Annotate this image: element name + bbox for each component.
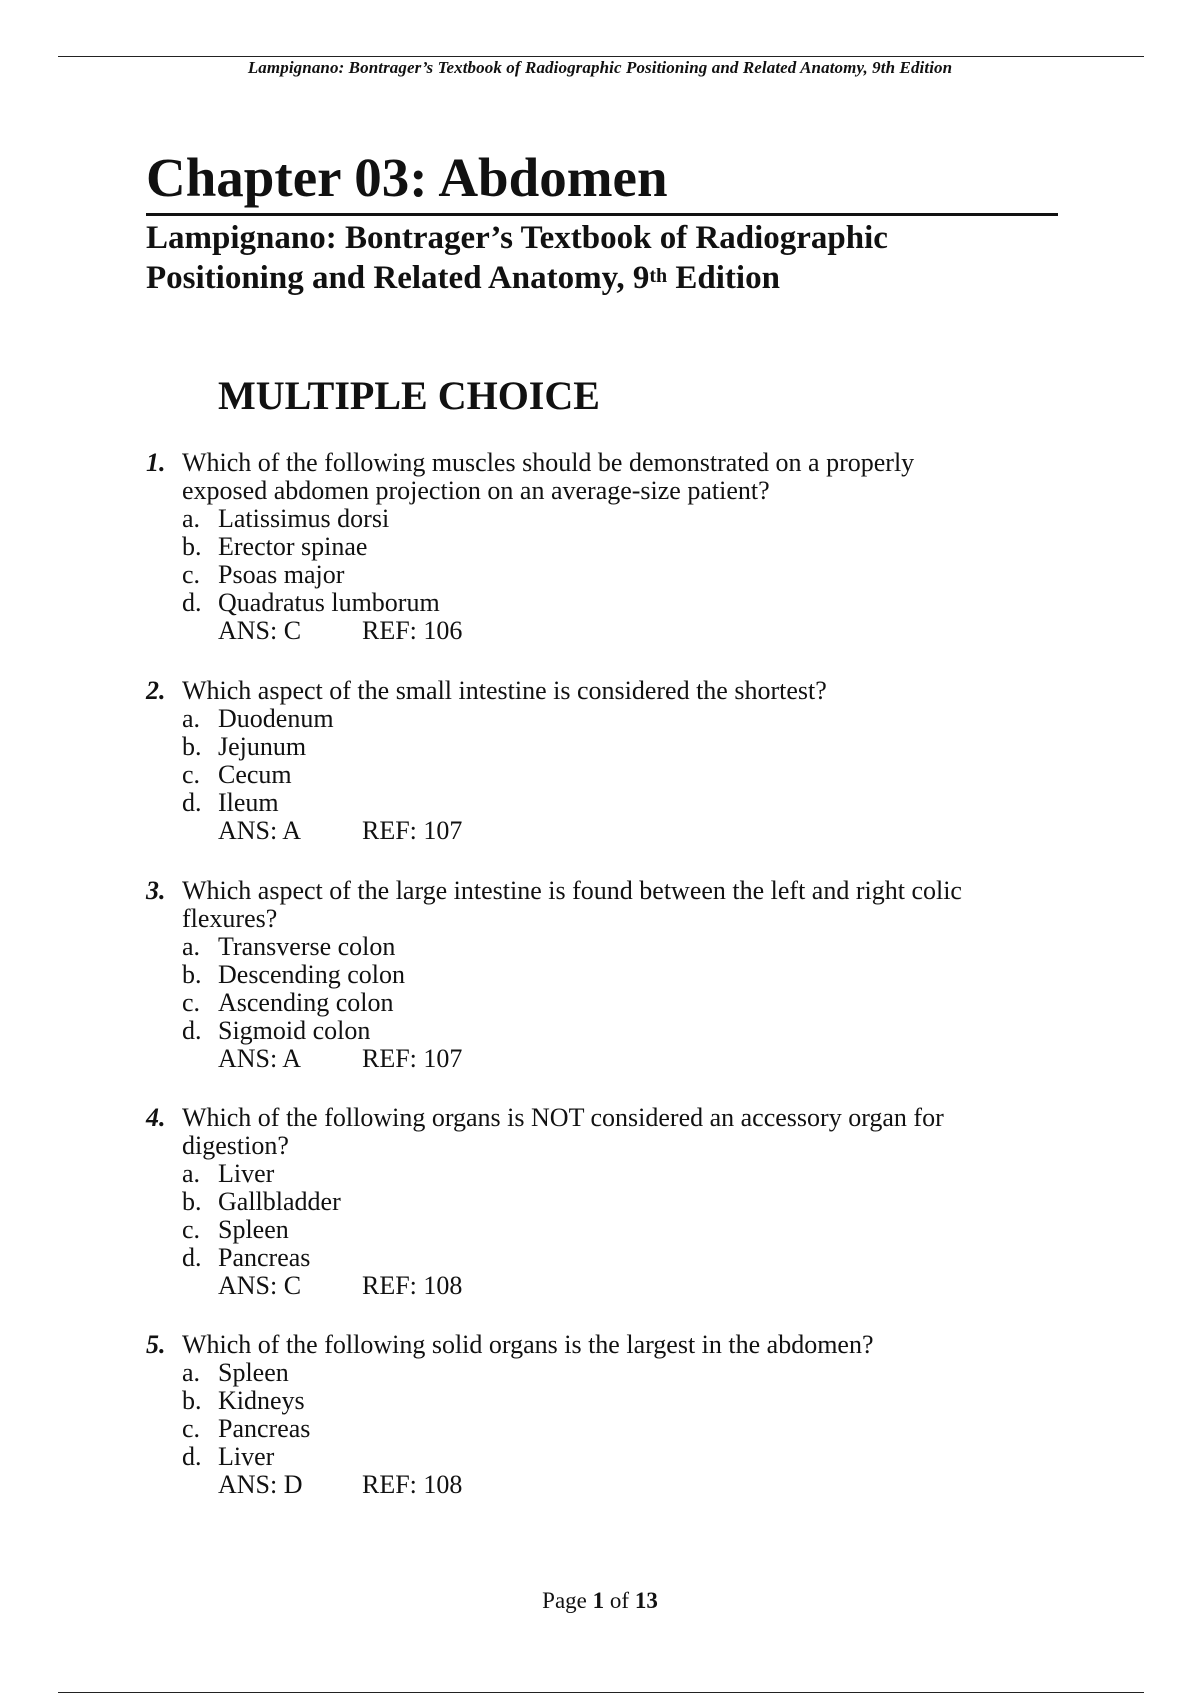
choice-item [182, 989, 1056, 1017]
choice-letter: a. [182, 1159, 201, 1188]
reference-page: REF: 107 [362, 816, 463, 845]
choice-text: Sigmoid colon [218, 1016, 371, 1045]
question-5 [146, 1331, 1056, 1499]
edition-superscript: th [649, 265, 668, 287]
choice-item [182, 1244, 1056, 1272]
answer-key: ANS: A [218, 816, 302, 845]
question-number: 1. [146, 448, 166, 477]
answer-line [218, 617, 1056, 645]
running-header: Lampignano: Bontrager’s Textbook of Radiographic Positioning and Related Anatomy, 9th Edition [247, 58, 953, 77]
choice-list [146, 505, 1056, 617]
question-stem-line: exposed abdomen projection on an average-size patient? [182, 476, 770, 505]
choice-item [182, 561, 1056, 589]
choice-text: Kidneys [218, 1386, 305, 1415]
choice-item [182, 705, 1056, 733]
choice-letter: d. [182, 788, 202, 817]
choice-letter: c. [182, 560, 201, 589]
choice-item [182, 1216, 1056, 1244]
question-number: 2. [146, 676, 166, 705]
answer-line [218, 817, 1056, 845]
choice-text: Gallbladder [218, 1187, 341, 1216]
choice-item [182, 789, 1056, 817]
answer-line [218, 1272, 1056, 1300]
question-number: 3. [146, 876, 166, 905]
choice-text: Cecum [218, 760, 292, 789]
of-word: of [609, 1588, 630, 1613]
choice-text: Erector spinae [218, 532, 368, 561]
choice-letter: b. [182, 1386, 202, 1415]
choice-item [182, 933, 1056, 961]
choice-item [182, 1387, 1056, 1415]
choice-text: Liver [218, 1159, 275, 1188]
answer-line [218, 1471, 1056, 1499]
reference-page: REF: 108 [362, 1271, 463, 1300]
question-4 [146, 1104, 1056, 1300]
choice-list [146, 1359, 1056, 1471]
choice-item [182, 505, 1056, 533]
question-stem-line: Which of the following solid organs is the largest in the abdomen? [182, 1330, 874, 1359]
question-stem-line: Which aspect of the large intestine is found between the left and right colic [182, 876, 962, 905]
choice-letter: a. [182, 704, 201, 733]
answer-key: ANS: D [218, 1470, 303, 1499]
choice-item [182, 961, 1056, 989]
choice-item [182, 589, 1056, 617]
question-3 [146, 877, 1056, 1073]
choice-letter: c. [182, 760, 201, 789]
choice-item [182, 533, 1056, 561]
choice-letter: c. [182, 988, 201, 1017]
choice-text: Spleen [218, 1215, 289, 1244]
choice-item [182, 1443, 1056, 1471]
choice-letter: d. [182, 1442, 202, 1471]
choice-letter: b. [182, 532, 202, 561]
choice-text: Pancreas [218, 1414, 311, 1443]
footer-rule [58, 1692, 1144, 1693]
choice-letter: a. [182, 1358, 201, 1387]
choice-item [182, 1160, 1056, 1188]
answer-line [218, 1045, 1056, 1073]
question-stem [182, 677, 1056, 705]
choice-item [182, 1415, 1056, 1443]
choice-list [146, 1160, 1056, 1272]
choice-item [182, 1359, 1056, 1387]
total-pages: 13 [634, 1588, 658, 1613]
choice-letter: d. [182, 1243, 202, 1272]
title-rule [146, 213, 1058, 216]
answer-key: ANS: C [218, 1271, 302, 1300]
book-title-line-2-prefix: Positioning and Related Anatomy, 9 [146, 260, 650, 296]
section-heading: MULTIPLE CHOICE [218, 373, 600, 418]
choice-text: Latissimus dorsi [218, 504, 390, 533]
question-stem [182, 449, 1056, 505]
choice-item [182, 733, 1056, 761]
choice-text: Quadratus lumborum [218, 588, 440, 617]
question-stem-line: Which of the following organs is NOT considered an accessory organ for [182, 1103, 944, 1132]
question-2 [146, 677, 1056, 845]
choice-letter: c. [182, 1414, 201, 1443]
book-title [146, 218, 1086, 298]
choice-letter: d. [182, 588, 202, 617]
choice-letter: c. [182, 1215, 201, 1244]
question-stem-line: flexures? [182, 904, 278, 933]
book-title-line-2 [146, 258, 1086, 298]
page-word: Page [542, 1588, 587, 1613]
choice-list [146, 705, 1056, 817]
choice-text: Jejunum [218, 732, 307, 761]
answer-key: ANS: C [218, 616, 302, 645]
choice-letter: a. [182, 504, 201, 533]
question-stem [182, 1331, 1056, 1359]
question-stem [182, 877, 1056, 933]
choice-text: Ileum [218, 788, 279, 817]
question-number: 5. [146, 1330, 166, 1359]
header-rule [58, 56, 1144, 57]
choice-text: Descending colon [218, 960, 406, 989]
choice-text: Duodenum [218, 704, 334, 733]
choice-item [182, 761, 1056, 789]
choice-text: Ascending colon [218, 988, 394, 1017]
choice-text: Spleen [218, 1358, 289, 1387]
reference-page: REF: 108 [362, 1470, 463, 1499]
book-title-line-1: Lampignano: Bontrager’s Textbook of Radiographic [146, 220, 888, 256]
page-footer [0, 1588, 1200, 1614]
chapter-title: Chapter 03: Abdomen [146, 147, 668, 208]
choice-letter: b. [182, 1187, 202, 1216]
answer-key: ANS: A [218, 1044, 302, 1073]
choice-text: Pancreas [218, 1243, 311, 1272]
reference-page: REF: 106 [362, 616, 463, 645]
question-stem-line: digestion? [182, 1131, 289, 1160]
question-stem-line: Which of the following muscles should be demonstrated on a properly [182, 448, 915, 477]
choice-letter: b. [182, 960, 202, 989]
question-1 [146, 449, 1056, 645]
choice-text: Transverse colon [218, 932, 396, 961]
question-number: 4. [146, 1103, 166, 1132]
question-stem-line: Which aspect of the small intestine is considered the shortest? [182, 676, 827, 705]
choice-text: Liver [218, 1442, 275, 1471]
choice-item [182, 1188, 1056, 1216]
choice-letter: b. [182, 732, 202, 761]
choice-item [182, 1017, 1056, 1045]
current-page-number: 1 [592, 1588, 605, 1613]
choice-letter: a. [182, 932, 201, 961]
book-title-line-2-suffix: Edition [667, 260, 780, 296]
choice-text: Psoas major [218, 560, 345, 589]
reference-page: REF: 107 [362, 1044, 463, 1073]
choice-letter: d. [182, 1016, 202, 1045]
choice-list [146, 933, 1056, 1045]
question-stem [182, 1104, 1056, 1160]
